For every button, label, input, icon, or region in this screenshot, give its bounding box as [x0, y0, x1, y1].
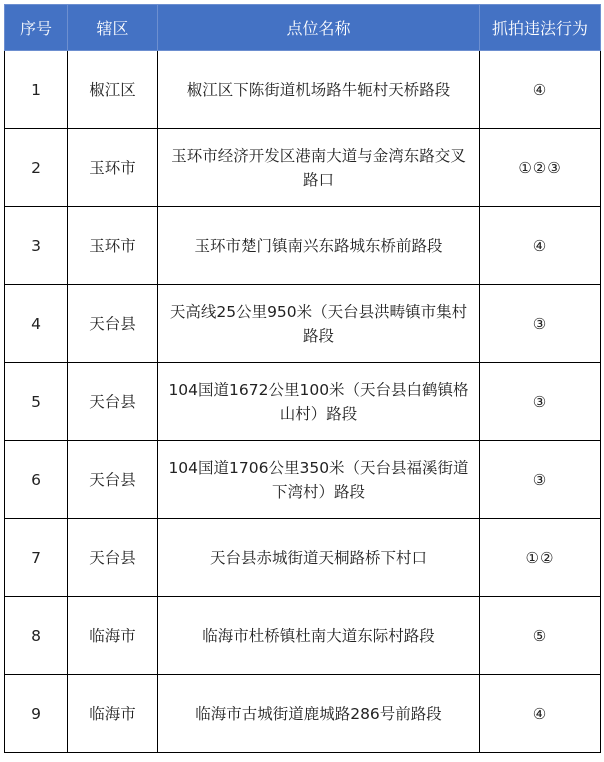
cell-location: 天台县赤城街道天桐路桥下村口: [158, 519, 480, 597]
cell-violation: ④: [480, 51, 601, 129]
cell-index: 8: [5, 597, 68, 675]
cell-district: 天台县: [68, 441, 158, 519]
cell-district: 天台县: [68, 519, 158, 597]
cell-location: 玉环市经济开发区港南大道与金湾东路交叉路口: [158, 129, 480, 207]
table-row: [5, 597, 601, 675]
cell-location: 临海市杜桥镇杜南大道东际村路段: [158, 597, 480, 675]
table-row: [5, 675, 601, 753]
table-row: [5, 285, 601, 363]
cell-index: 7: [5, 519, 68, 597]
cell-violation: ①②: [480, 519, 601, 597]
violation-camera-table: [4, 4, 601, 753]
cell-violation: ④: [480, 207, 601, 285]
table-row: [5, 51, 601, 129]
table-row: [5, 441, 601, 519]
table-header-row: [5, 5, 601, 51]
cell-violation: ③: [480, 441, 601, 519]
cell-district: 临海市: [68, 675, 158, 753]
cell-index: 5: [5, 363, 68, 441]
cell-index: 9: [5, 675, 68, 753]
cell-location: 临海市古城街道鹿城路286号前路段: [158, 675, 480, 753]
cell-district: 玉环市: [68, 129, 158, 207]
table-row: [5, 207, 601, 285]
table-row: [5, 519, 601, 597]
cell-location: 104国道1706公里350米（天台县福溪街道下湾村）路段: [158, 441, 480, 519]
cell-violation: ③: [480, 285, 601, 363]
cell-district: 临海市: [68, 597, 158, 675]
cell-index: 1: [5, 51, 68, 129]
cell-district: 天台县: [68, 285, 158, 363]
cell-district: 玉环市: [68, 207, 158, 285]
cell-location: 玉环市楚门镇南兴东路城东桥前路段: [158, 207, 480, 285]
cell-violation: ①②③: [480, 129, 601, 207]
cell-violation: ④: [480, 675, 601, 753]
header-violation: 抓拍违法行为: [480, 5, 601, 51]
cell-index: 2: [5, 129, 68, 207]
cell-location: 天高线25公里950米（天台县洪畴镇市集村路段: [158, 285, 480, 363]
table-row: [5, 129, 601, 207]
header-location: 点位名称: [158, 5, 480, 51]
cell-index: 6: [5, 441, 68, 519]
cell-district: 天台县: [68, 363, 158, 441]
cell-index: 4: [5, 285, 68, 363]
cell-violation: ⑤: [480, 597, 601, 675]
cell-location: 104国道1672公里100米（天台县白鹤镇格山村）路段: [158, 363, 480, 441]
cell-district: 椒江区: [68, 51, 158, 129]
cell-violation: ③: [480, 363, 601, 441]
cell-index: 3: [5, 207, 68, 285]
header-index: 序号: [5, 5, 68, 51]
table-row: [5, 363, 601, 441]
header-district: 辖区: [68, 5, 158, 51]
cell-location: 椒江区下陈街道机场路牛轭村天桥路段: [158, 51, 480, 129]
